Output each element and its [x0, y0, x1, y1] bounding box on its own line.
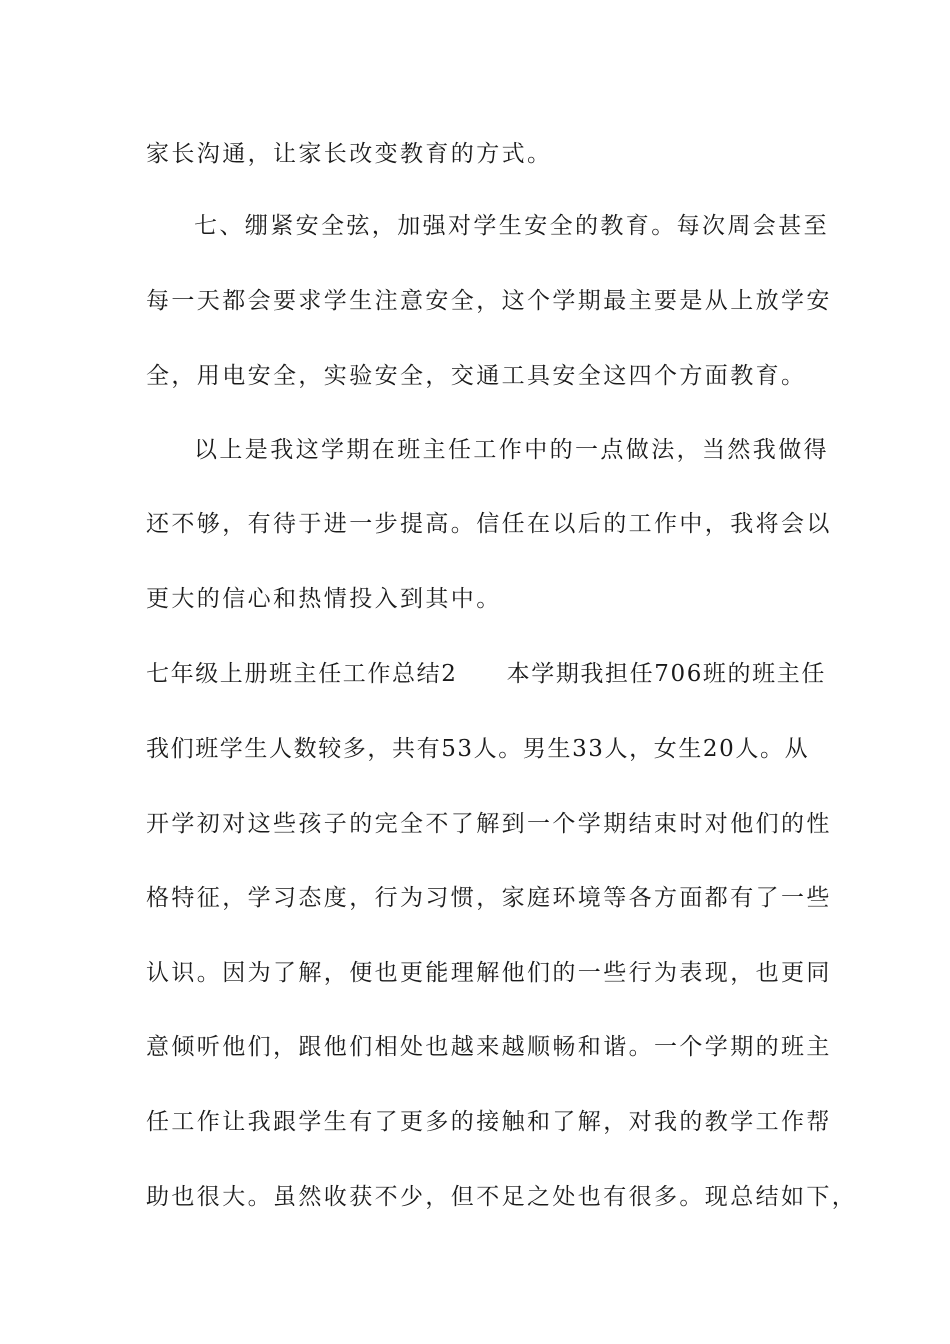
section-heading-line: 七年级上册班主任工作总结2 本学期我担任706班的班主任 — [146, 661, 826, 687]
paragraph-line: 格特征，学习态度，行为习惯，家庭环境等各方面都有了一些 — [146, 885, 832, 911]
paragraph-line: 还不够，有待于进一步提高。信任在以后的工作中，我将会以 — [146, 511, 832, 537]
paragraph-line: 意倾听他们，跟他们相处也越来越顺畅和谐。一个学期的班主 — [146, 1034, 832, 1060]
paragraph-line: 全，用电安全，实验安全，交通工具安全这四个方面教育。 — [146, 363, 807, 389]
paragraph-line: 每一天都会要求学生注意安全，这个学期最主要是从上放学安 — [146, 288, 832, 314]
paragraph-line: 任工作让我跟学生有了更多的接触和了解，对我的教学工作帮 — [146, 1109, 832, 1135]
paragraph-line: 我们班学生人数较多，共有53人。男生33人，女生20人。从 — [146, 736, 810, 762]
paragraph-line: 家长沟通，让家长改变教育的方式。 — [146, 141, 553, 167]
paragraph-line: 助也很大。虽然收获不少，但不足之处也有很多。现总结如下， — [146, 1184, 858, 1210]
paragraph-line: 开学初对这些孩子的完全不了解到一个学期结束时对他们的性 — [146, 811, 832, 837]
paragraph-line: 七、绷紧安全弦，加强对学生安全的教育。每次周会甚至 — [194, 213, 829, 239]
paragraph-line: 以上是我这学期在班主任工作中的一点做法，当然我做得 — [194, 437, 829, 463]
paragraph-line: 认识。因为了解，便也更能理解他们的一些行为表现，也更同 — [146, 960, 832, 986]
paragraph-line: 更大的信心和热情投入到其中。 — [146, 586, 502, 612]
